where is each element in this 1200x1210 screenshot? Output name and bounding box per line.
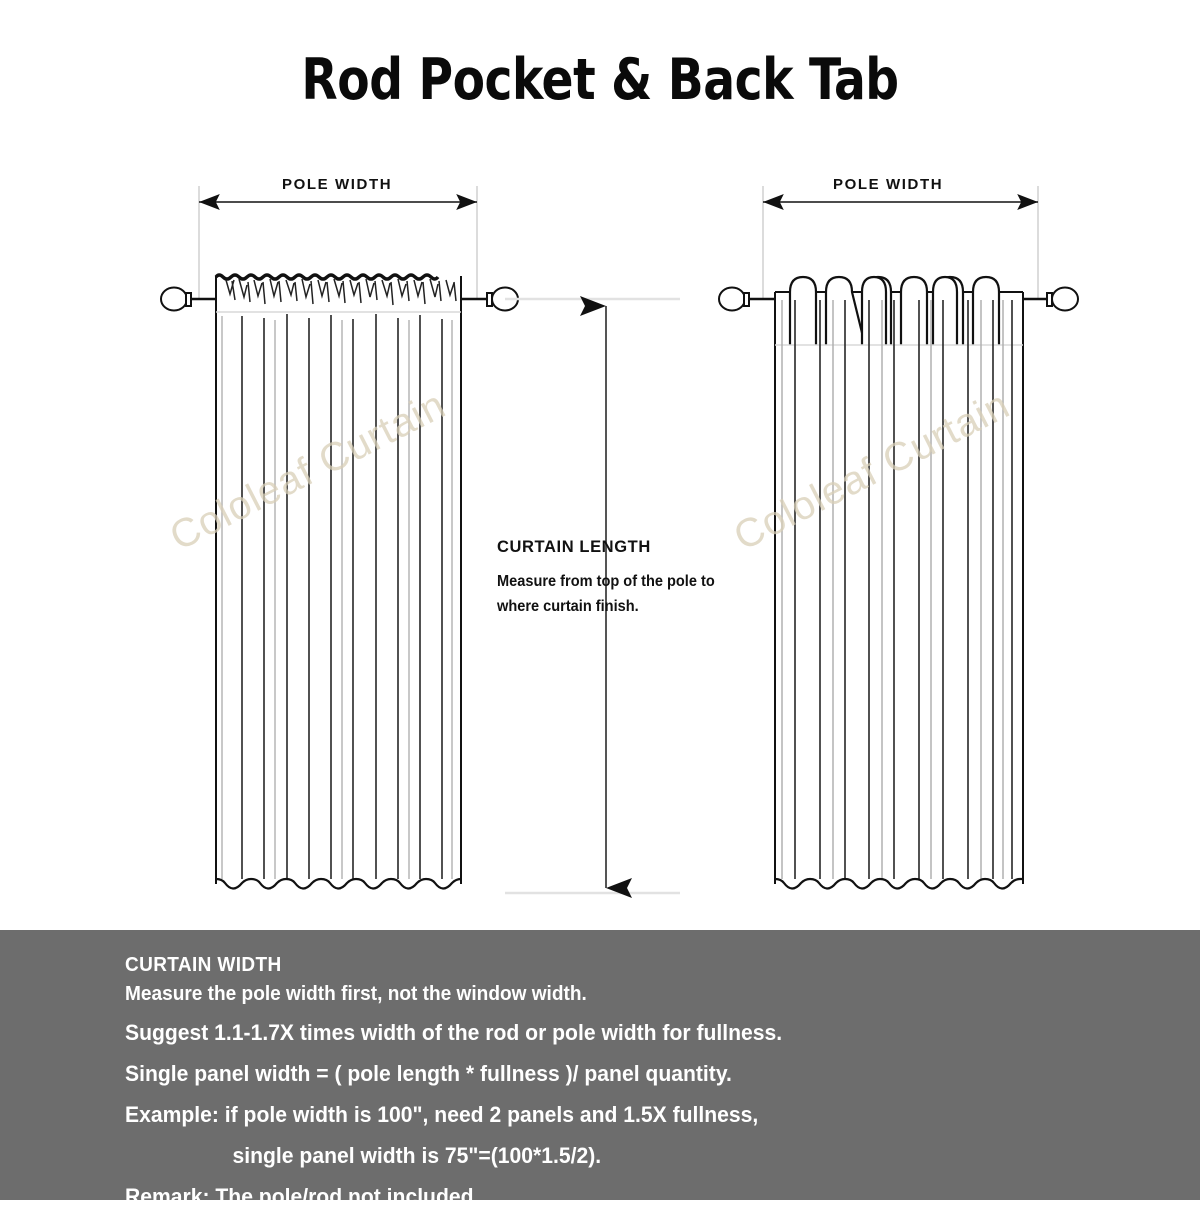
page-title: Rod Pocket & Back Tab [301,47,899,113]
rod-left-finial-right-panel [719,288,775,311]
watermark-left: Cololeaf Curtain [163,382,453,560]
left-curtain-group [161,186,518,889]
watermark-right: Cololeaf Curtain [727,382,1017,560]
curtain-length-line-1: Measure from top of the pole to [497,573,715,590]
curtain-length-text-block [497,538,767,619]
right-curtain-group [719,186,1078,889]
curtain-length-heading: CURTAIN LENGTH [497,538,651,556]
footer-line-3: Example: if pole width is 100", need 2 panels and 1.5X fullness, [125,1102,759,1127]
footer-remark: Remark: The pole/rod not included. [125,1184,480,1209]
footer-heading: CURTAIN WIDTH [125,954,282,976]
footer-line-1: Suggest 1.1-1.7X times width of the rod or pole width for fullness. [125,1020,783,1045]
footer-line-2: Single panel width = ( pole length * fullness )/ panel quantity. [125,1061,732,1086]
curtain-length-line-2: where curtain finish. [497,598,639,616]
footer-line-4: single panel width is 75"=(100*1.5/2). [232,1143,602,1168]
pole-width-label-right: POLE WIDTH [833,176,944,193]
rod-right-finial-right-panel [1022,288,1078,311]
pole-width-label-left: POLE WIDTH [282,176,393,193]
curtain-width-footer [0,930,1200,1209]
rod-left-finial [161,288,215,311]
footer-subline: Measure the pole width first, not the window width. [125,982,587,1005]
footer-text-block [125,954,1135,1210]
